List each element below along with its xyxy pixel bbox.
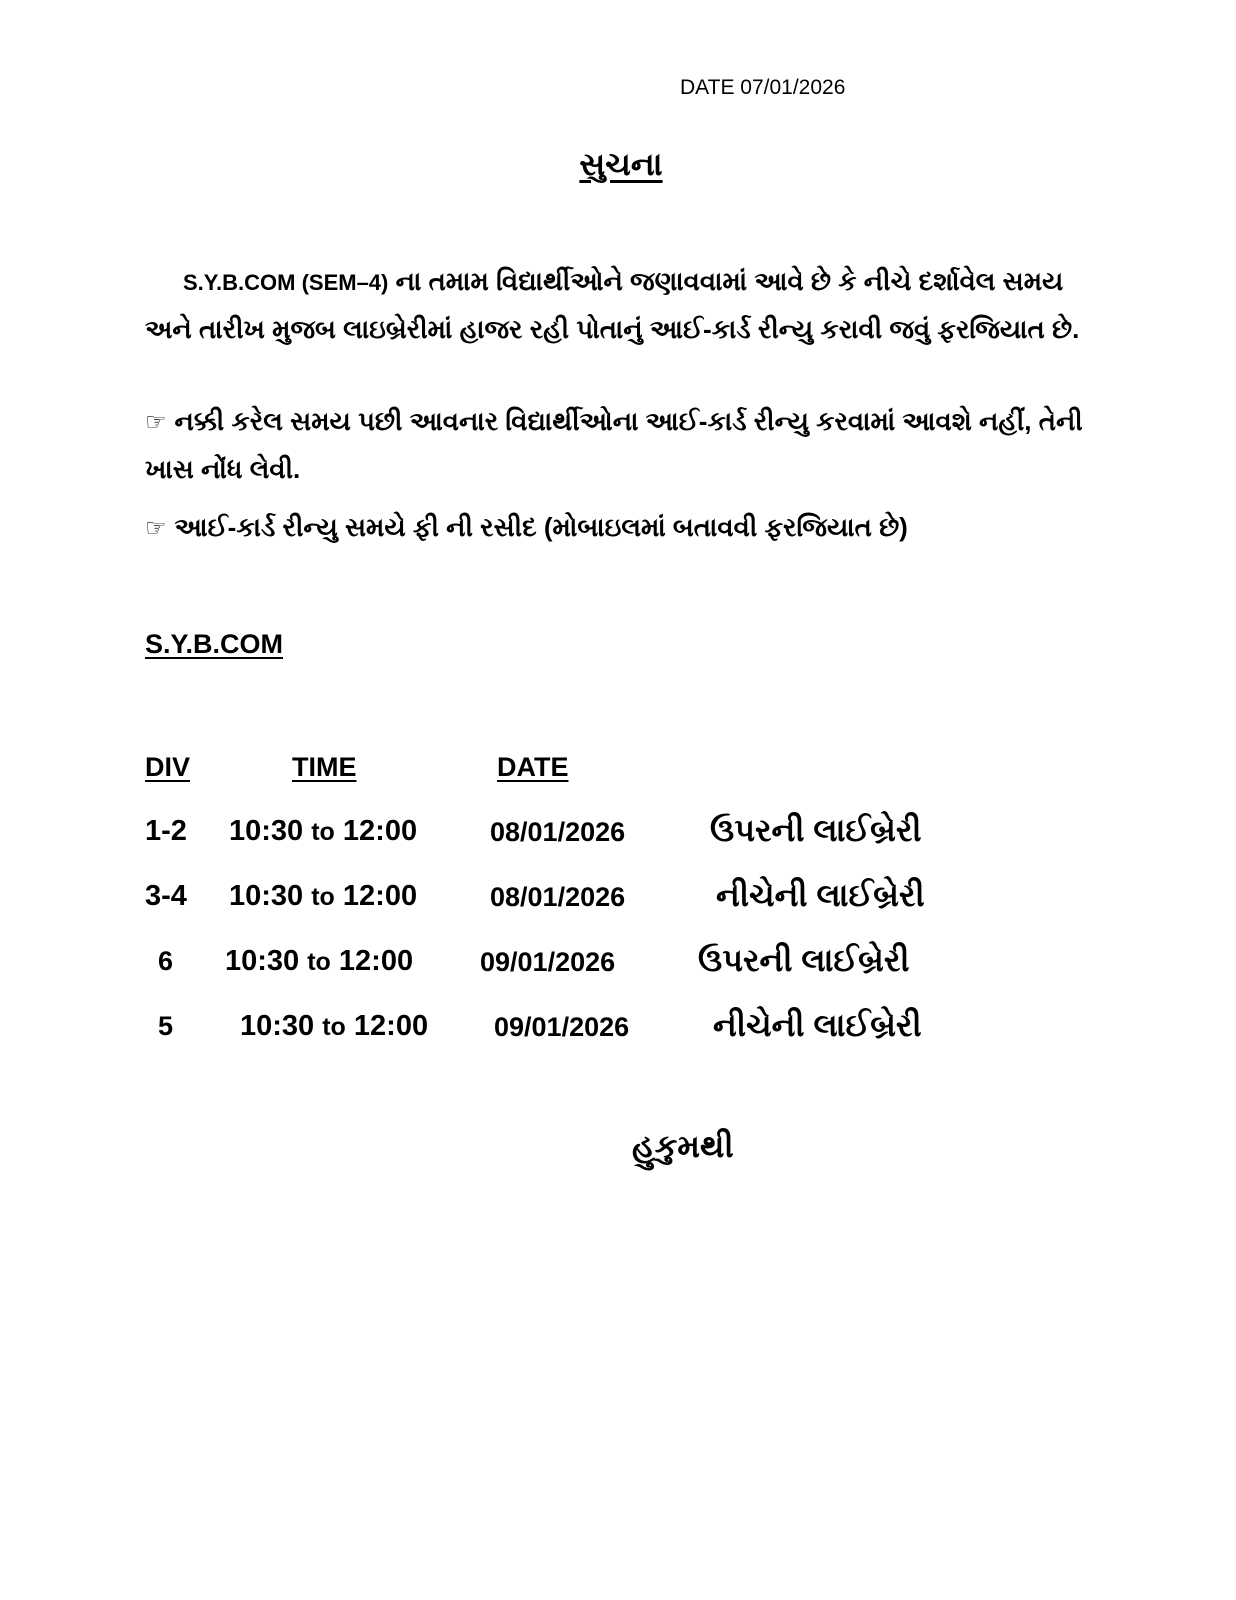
notice-title-text: સુચના (579, 146, 663, 182)
header-div: DIV (145, 752, 191, 782)
row-location: નીચેની લાઈબ્રેરી (716, 877, 925, 913)
row-location: ઉપરની લાઈબ્રેરી (710, 812, 922, 848)
class-code: S.Y.B.COM (SEM–4) (183, 270, 389, 295)
time-end: 12:00 (353, 1010, 429, 1042)
notice-date: DATE 07/01/2026 (680, 76, 846, 99)
time-start: 10:30 (229, 815, 304, 847)
row-div: 3-4 (145, 880, 187, 912)
intro-paragraph (145, 258, 1095, 352)
header-time: TIME (292, 752, 357, 782)
note-late-arrival (145, 398, 1095, 492)
time-separator: to (322, 1013, 346, 1041)
note-fee-receipt (145, 504, 1095, 552)
time-start: 10:30 (229, 880, 304, 912)
time-separator: to (311, 883, 335, 911)
intro-text: ના તમામ વિદ્યાર્થીઓને જણાવવામાં આવે છે કે નીચે દર્શાવેલ સમય અને તારીખ મુજબ લાઇબ્રેરીમાં હાજર રહી પોતાનું આઈ-કાર્ડ રીન્યુ કરાવી જવું ફરજિયાત છે. (145, 266, 1080, 344)
time-end: 12:00 (342, 880, 418, 912)
time-start: 10:30 (240, 1010, 315, 1042)
time-start: 10:30 (225, 945, 300, 977)
time-end: 12:00 (338, 945, 414, 977)
row-date: 09/01/2026 (480, 947, 616, 977)
row-date: 08/01/2026 (490, 882, 626, 912)
row-time (229, 815, 417, 848)
header-date: DATE (497, 752, 569, 782)
row-time (229, 880, 417, 913)
time-separator: to (311, 818, 335, 846)
notice-title (0, 146, 1236, 184)
time-separator: to (307, 948, 331, 976)
note-text: નક્કી કરેલ સમય પછી આવનાર વિદ્યાર્થીઓના આઈ-કાર્ડ રીન્યુ કરવામાં આવશે નહીં, તેની ખાસ નોંધ લેવી. (145, 406, 1083, 484)
row-date: 08/01/2026 (490, 817, 626, 847)
note-text: આઈ-કાર્ડ રીન્યુ સમયે ફી ની રસીદ (મોબાઇલમાં બતાવવી ફરજિયાત છે) (174, 512, 908, 542)
pointing-hand-icon: ☞ (145, 515, 167, 542)
row-time (240, 1010, 428, 1043)
row-div: 5 (158, 1011, 174, 1041)
row-location: ઉપરની લાઈબ્રેરી (698, 942, 910, 978)
row-div: 1-2 (145, 815, 187, 847)
time-end: 12:00 (342, 815, 418, 847)
section-title: S.Y.B.COM (145, 629, 284, 659)
row-date: 09/01/2026 (494, 1012, 630, 1042)
pointing-hand-icon: ☞ (145, 409, 167, 436)
row-time (225, 945, 413, 978)
signature-text: હુકુમથી (632, 1128, 734, 1164)
row-location: નીચેની લાઈબ્રેરી (713, 1007, 922, 1043)
row-div: 6 (158, 946, 174, 976)
